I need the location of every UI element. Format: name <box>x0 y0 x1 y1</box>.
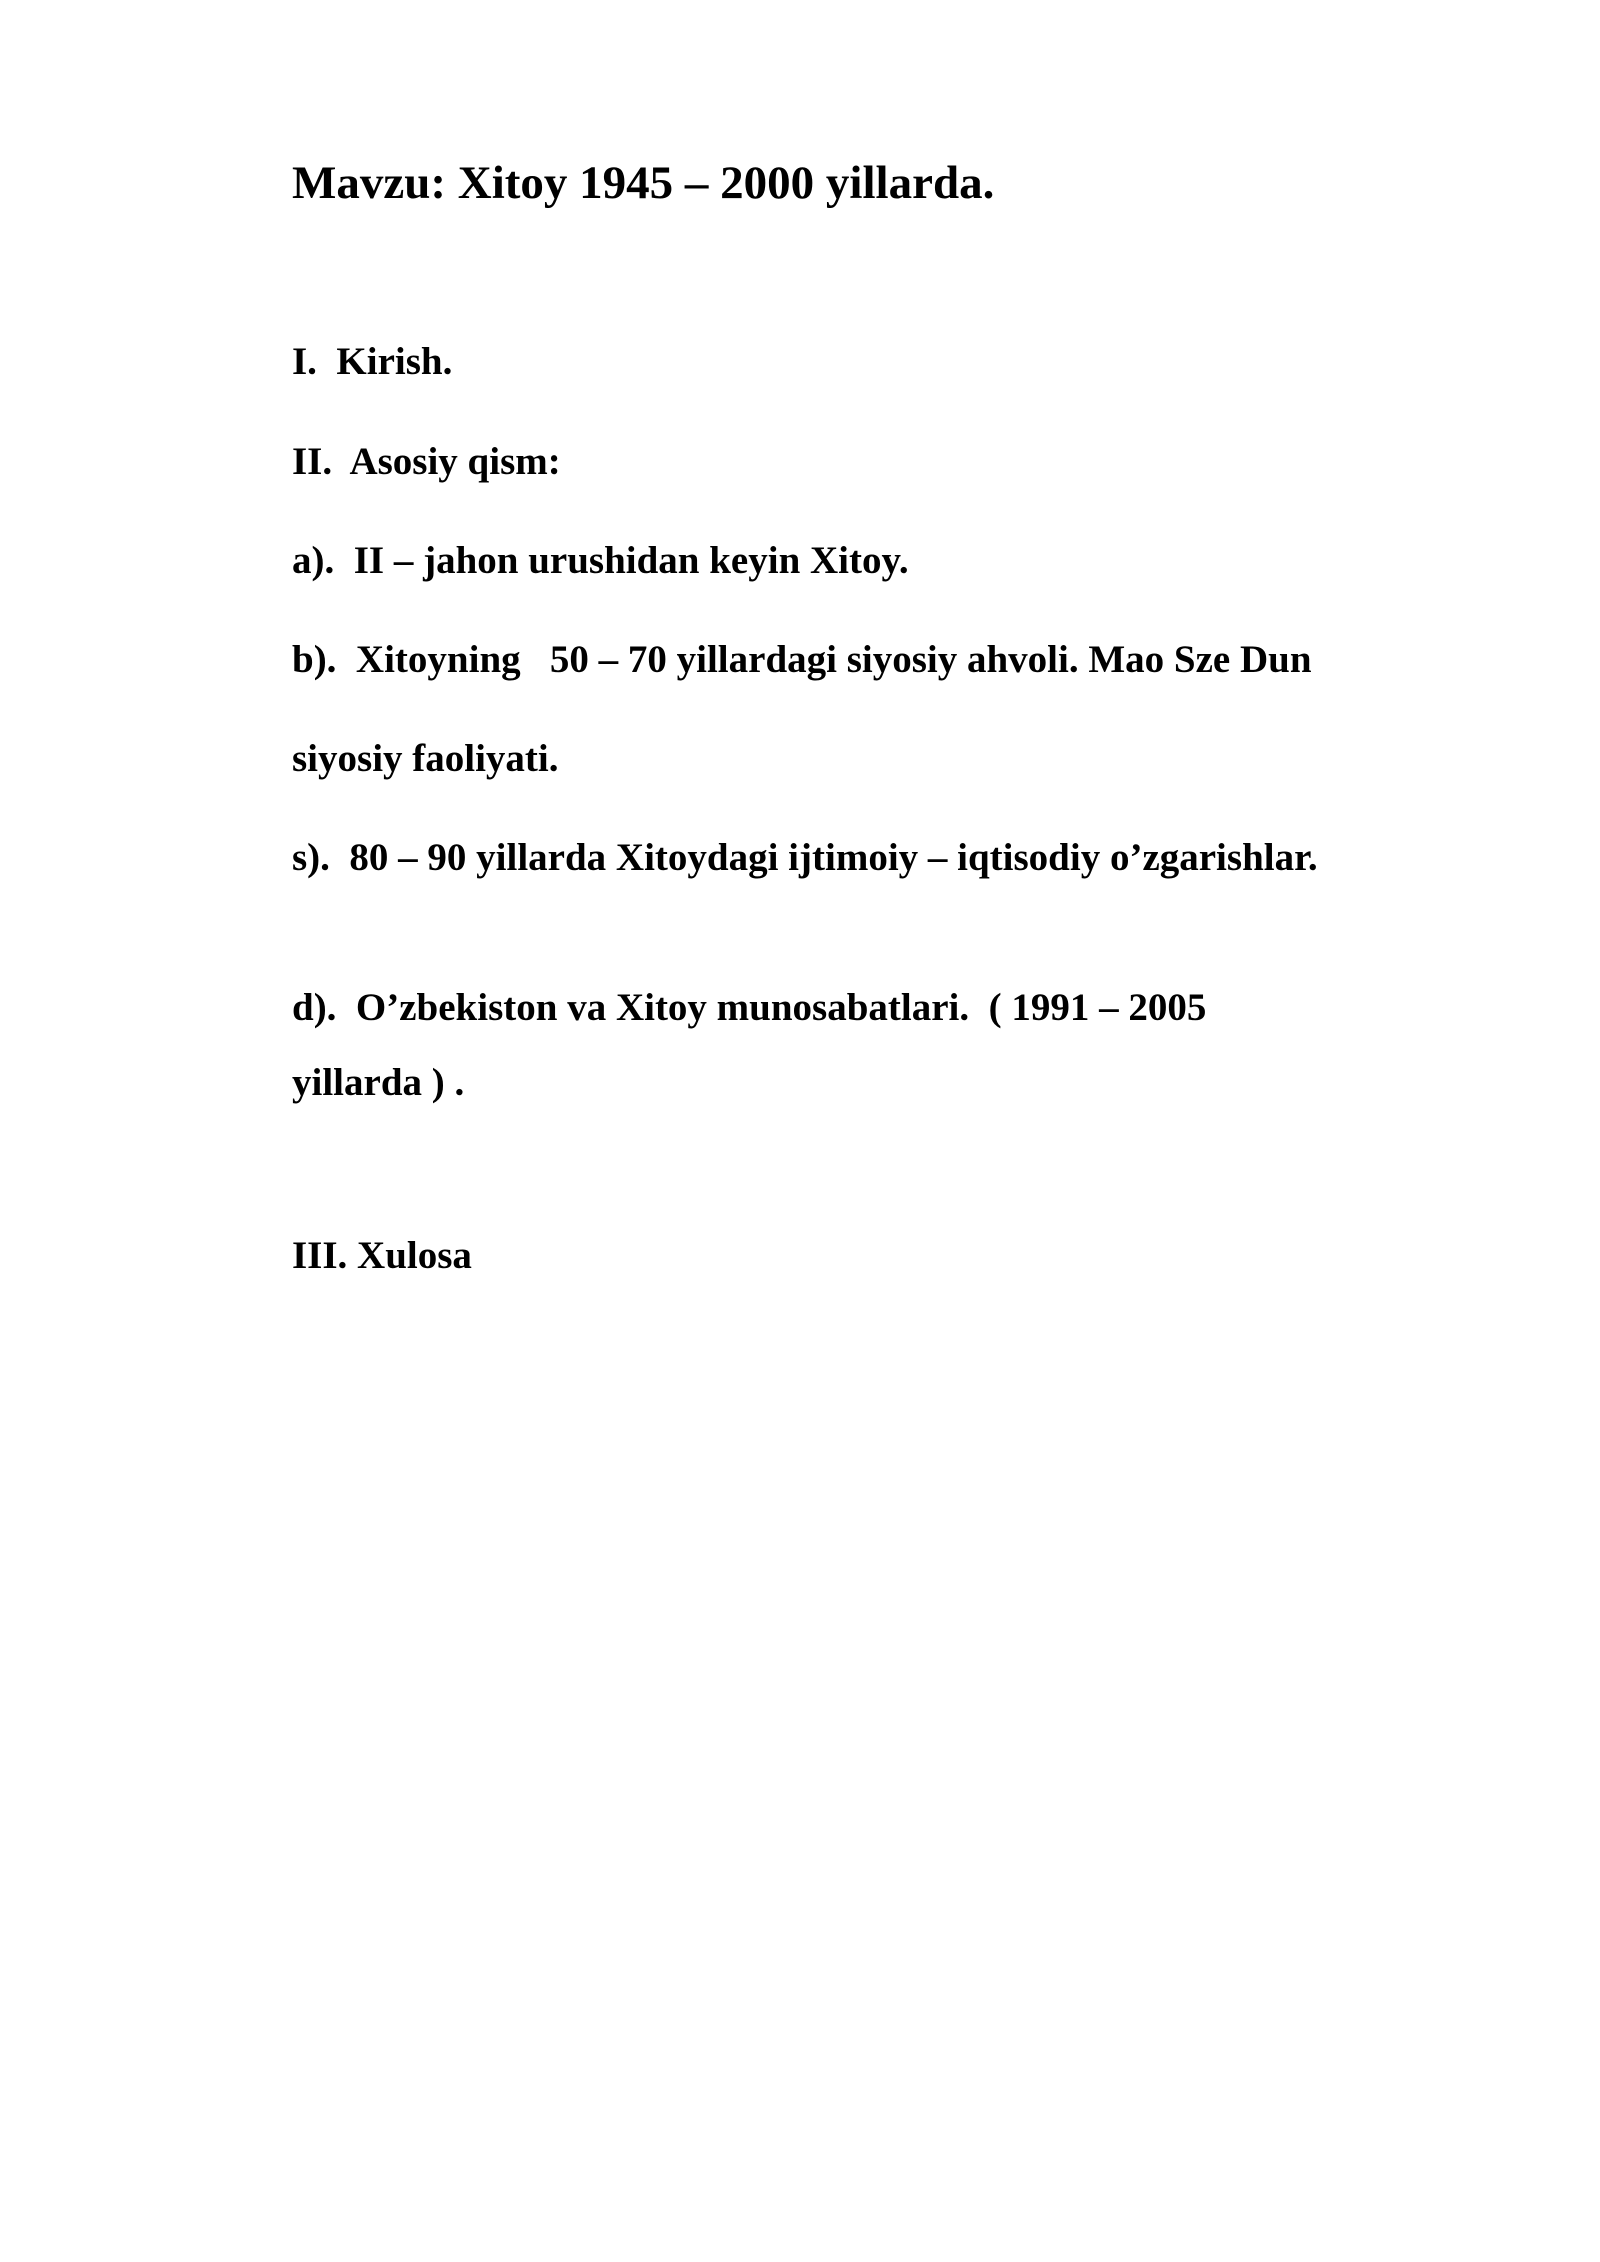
plan-item-s: s). 80 – 90 yillarda Xitoydagi ijtimoiy – iqtisodiy o’zgarishlar. <box>292 836 1318 879</box>
plan-item-conclusion: III. Xulosa <box>292 1234 472 1277</box>
document-title: Mavzu: Xitoy 1945 – 2000 yillarda. <box>292 157 995 209</box>
plan-item-main-part: II. Asosiy qism: <box>292 440 561 483</box>
plan-item-d-line2: yillarda ) . <box>292 1061 465 1104</box>
plan-item-intro: I. Kirish. <box>292 340 453 383</box>
plan-item-d-line1: d). O’zbekiston va Xitoy munosabatlari. ( 1991 – 2005 <box>292 986 1207 1029</box>
plan-item-b-line1: b). Xitoyning 50 – 70 yillardagi siyosiy ahvoli. Mao Sze Dun <box>292 638 1312 681</box>
plan-item-a: a). II – jahon urushidan keyin Xitoy. <box>292 539 909 582</box>
plan-item-b-line2: siyosiy faoliyati. <box>292 737 559 780</box>
